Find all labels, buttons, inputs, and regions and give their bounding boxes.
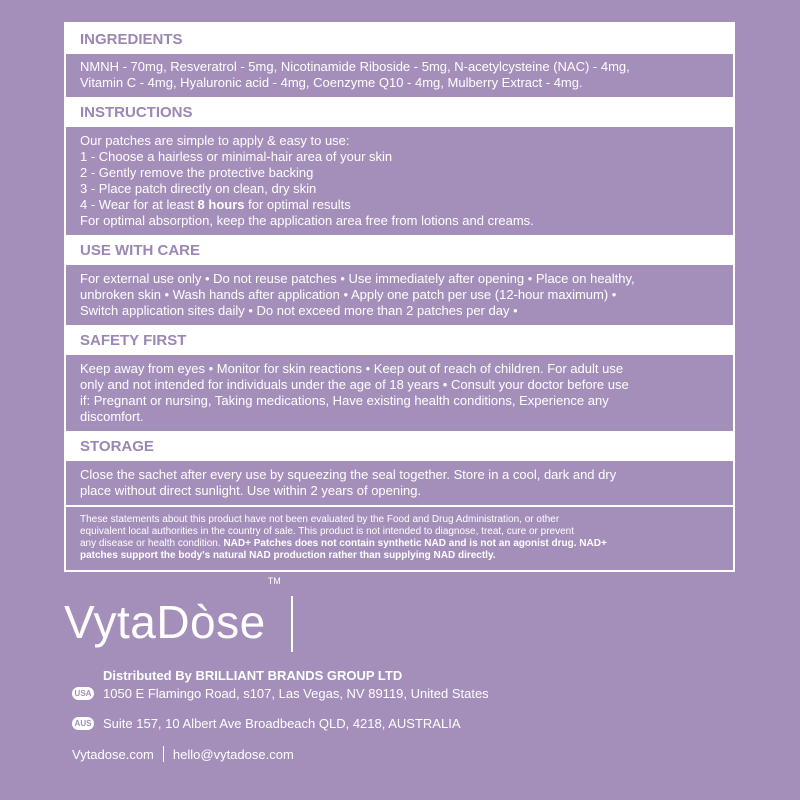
storage-text: place without direct sunlight. Use within 2 years of opening. bbox=[80, 483, 422, 498]
trademark-mark: TM bbox=[267, 576, 281, 586]
contact-line bbox=[72, 746, 294, 762]
section-heading: INSTRUCTIONS bbox=[66, 97, 733, 127]
instructions-section bbox=[66, 97, 733, 235]
section-heading: STORAGE bbox=[66, 431, 733, 461]
section-heading: INGREDIENTS bbox=[66, 24, 733, 54]
instruction-step: 1 - Choose a hairless or minimal-hair area of your skin bbox=[80, 149, 393, 164]
distributor-title: Distributed By BRILLIANT BRANDS GROUP LTD bbox=[103, 668, 403, 683]
ingredients-text: Vitamin C - 4mg, Hyaluronic acid - 4mg, Coenzyme Q10 - 4mg, Mulberry Extract - 4mg. bbox=[80, 75, 583, 90]
storage-section bbox=[66, 431, 733, 505]
instructions-intro: Our patches are simple to apply & easy to use: bbox=[80, 133, 350, 148]
logo-divider bbox=[291, 596, 293, 652]
storage-text: Close the sachet after every use by squeezing the seal together. Store in a cool, dark and dry bbox=[80, 467, 617, 482]
usa-address-row bbox=[72, 686, 489, 701]
safety-text: only and not intended for individuals under the age of 18 years • Consult your doctor before use bbox=[80, 377, 629, 392]
website-link[interactable]: Vytadose.com bbox=[72, 746, 154, 762]
care-text: unbroken skin • Wash hands after application • Apply one patch per use (12-hour maximum) • bbox=[80, 287, 617, 302]
section-heading: SAFETY FIRST bbox=[66, 325, 733, 355]
section-heading: USE WITH CARE bbox=[66, 235, 733, 265]
care-text: Switch application sites daily • Do not exceed more than 2 patches per day • bbox=[80, 303, 518, 318]
care-section bbox=[66, 235, 733, 325]
instruction-step: 2 - Gently remove the protective backing bbox=[80, 165, 314, 180]
contact-divider bbox=[163, 746, 164, 762]
email-link[interactable]: hello@vytadose.com bbox=[172, 746, 294, 762]
aus-address-row bbox=[72, 716, 461, 731]
usa-address: 1050 E Flamingo Road, s107, Las Vegas, NV 89119, United States bbox=[103, 686, 489, 701]
instructions-note: For optimal absorption, keep the application area free from lotions and creams. bbox=[80, 213, 534, 228]
aus-badge: AUS bbox=[72, 717, 94, 730]
emphasis: 8 hours bbox=[197, 197, 245, 212]
safety-section bbox=[66, 325, 733, 431]
ingredients-section bbox=[66, 24, 733, 97]
instruction-step: 3 - Place patch directly on clean, dry skin bbox=[80, 181, 317, 196]
brand-logo bbox=[64, 576, 293, 652]
instruction-step: 4 - Wear for at least 8 hours for optimal results bbox=[80, 197, 351, 212]
safety-text: Keep away from eyes • Monitor for skin reactions • Keep out of reach of children. For adult use bbox=[80, 361, 624, 376]
care-text: For external use only • Do not reuse patches • Use immediately after opening • Place on healthy, bbox=[80, 271, 635, 286]
safety-text: if: Pregnant or nursing, Taking medications, Have existing health conditions, Experience any bbox=[80, 393, 609, 408]
safety-text: discomfort. bbox=[80, 409, 144, 424]
info-panel bbox=[64, 22, 735, 572]
usa-badge: USA bbox=[72, 687, 94, 700]
logo-wordmark: VytaDòse bbox=[64, 596, 266, 648]
disclaimer: These statements about this product have not been evaluated by the Food and Drug Administration, or other equivalent local authorities in the country of sale. This product is not intended to diagnose, treat, cure or prevent any disease or health condition. NAD+ Patches does not contain synthetic NAD and is not an agonist drug. NAD+ patches support the body's natural NAD production rather than supplying NAD directly. bbox=[66, 505, 733, 570]
aus-address: Suite 157, 10 Albert Ave Broadbeach QLD, 4218, AUSTRALIA bbox=[103, 716, 461, 731]
ingredients-text: NMNH - 70mg, Resveratrol - 5mg, Nicotinamide Riboside - 5mg, N-acetylcysteine (NAC) - 4mg, bbox=[80, 59, 630, 74]
